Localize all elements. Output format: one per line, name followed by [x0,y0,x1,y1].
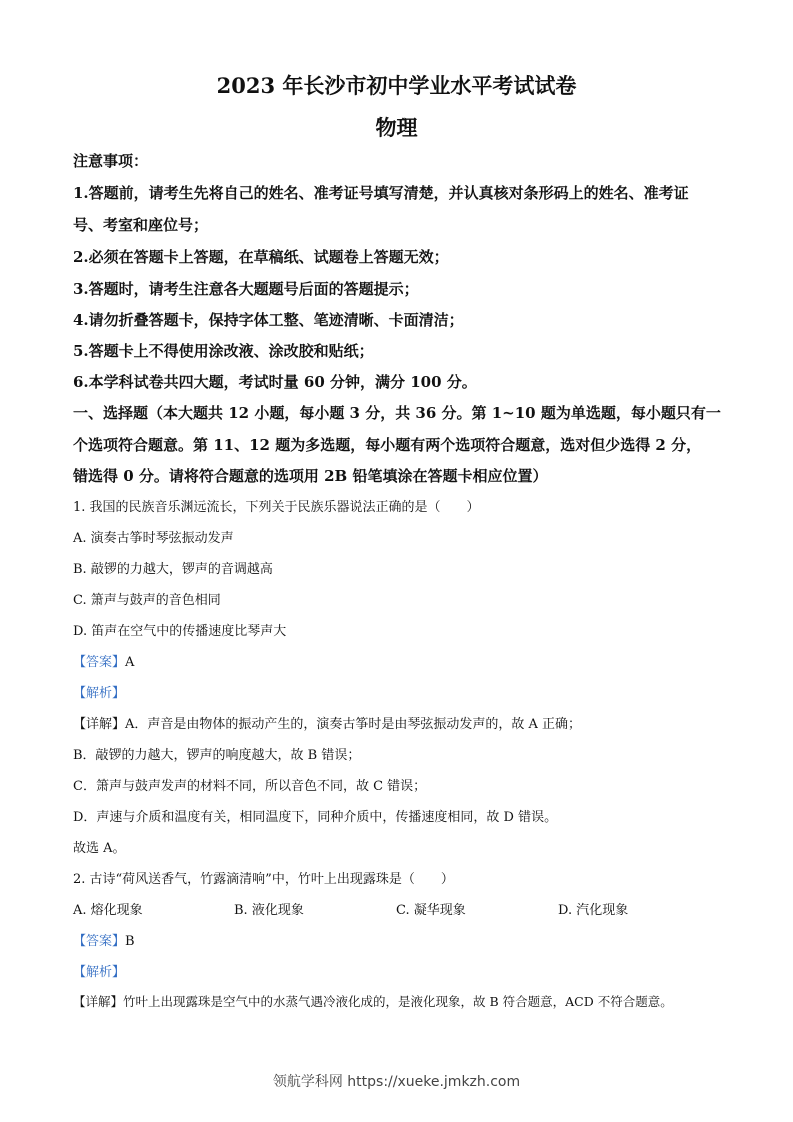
notice-item-4: 4.请勿折叠答题卡，保持字体工整、笔迹清晰、卡面清洁； [73,311,464,329]
question-1-detail-line-3: C．箫声与鼓声发声的材料不同，所以音色不同，故 C 错误； [73,779,427,794]
section-heading-line-1: 一、选择题（本大题共 12 小题，每小题 3 分，共 36 分。第 1~10 题为单选题，每小题只有一 [73,404,721,422]
notice-item-3: 3.答题时，请考生注意各大题题号后面的答题提示； [73,280,419,298]
question-2-option-a: A. 熔化现象 [73,903,143,918]
question-1-detail-line-2: B．敲锣的力越大，锣声的响度越大，故 B 错误； [73,748,361,763]
question-2-answer [73,930,723,949]
detail-tag: 【详解】 [73,717,126,732]
answer-value: A [125,655,135,670]
question-2-analysis-tag: 【解析】 [73,965,126,980]
notice-item-1-cont: 号、考室和座位号； [73,216,209,234]
footer-watermark: 领航学科网 https://xueke.jmkzh.com [272,1074,521,1090]
question-1-stem: 1. 我国的民族音乐渊远流长，下列关于民族乐器说法正确的是（ ） [73,500,480,515]
question-1-option-b: B. 敲锣的力越大，锣声的音调越高 [73,562,273,577]
notice-item-2: 2.必须在答题卡上答题，在草稿纸、试题卷上答题无效； [73,248,449,266]
question-1-option-c: C. 箫声与鼓声的音色相同 [73,593,221,608]
section-heading-line-2: 个选项符合题意。第 11、12 题为多选题，每小题有两个选项符合题意，选对但少选得 2 分， [73,436,702,454]
question-1-conclusion: 故选 A。 [73,841,126,856]
question-1-detail-line-1 [73,713,723,732]
question-1-option-a: A. 演奏古筝时琴弦振动发声 [73,531,234,546]
notice-item-5: 5.答题卡上不得使用涂改液、涂改胶和贴纸； [73,342,374,360]
notice-heading: 注意事项： [73,152,149,170]
subject-title: 物理 [375,115,418,140]
answer-value: B [125,934,135,949]
detail-text: 竹叶上出现露珠是空气中的水蒸气遇冷液化成的，是液化现象，故 B 符合题意，ACD 不符合题意。 [123,994,673,1009]
question-2-detail [73,992,723,1010]
question-1-detail-line-4: D．声速与介质和温度有关，相同温度下，同种介质中，传播速度相同，故 D 错误。 [73,810,558,825]
notice-item-6: 6.本学科试卷共四大题，考试时量 60 分钟，满分 100 分。 [73,373,477,391]
answer-tag: 【答案】 [73,655,126,670]
notice-item-1: 1.答题前，请考生先将自己的姓名、准考证号填写清楚，并认真核对条形码上的姓名、准考证 [73,184,689,202]
detail-tag: 【详解】 [73,994,124,1009]
question-2-option-d: D. 汽化现象 [558,903,629,918]
question-1-answer [73,651,723,670]
question-1-analysis-tag: 【解析】 [73,686,126,701]
detail-text: A．声音是由物体的振动产生的，演奏古筝时是由琴弦振动发声的，故 A 正确； [125,717,582,732]
section-heading-line-3: 错选得 0 分。请将符合题意的选项用 2B 铅笔填涂在答题卡相应位置） [73,467,548,485]
question-1-option-d: D. 笛声在空气中的传播速度比琴声大 [73,624,287,639]
question-2-option-b: B. 液化现象 [234,903,304,918]
question-2-option-c: C. 凝华现象 [396,903,466,918]
answer-tag: 【答案】 [73,934,126,949]
exam-title: 2023 年长沙市初中学业水平考试试卷 [216,73,577,98]
question-2-stem: 2. 古诗“荷风送香气，竹露滴清响”中，竹叶上出现露珠是（ ） [73,872,454,887]
